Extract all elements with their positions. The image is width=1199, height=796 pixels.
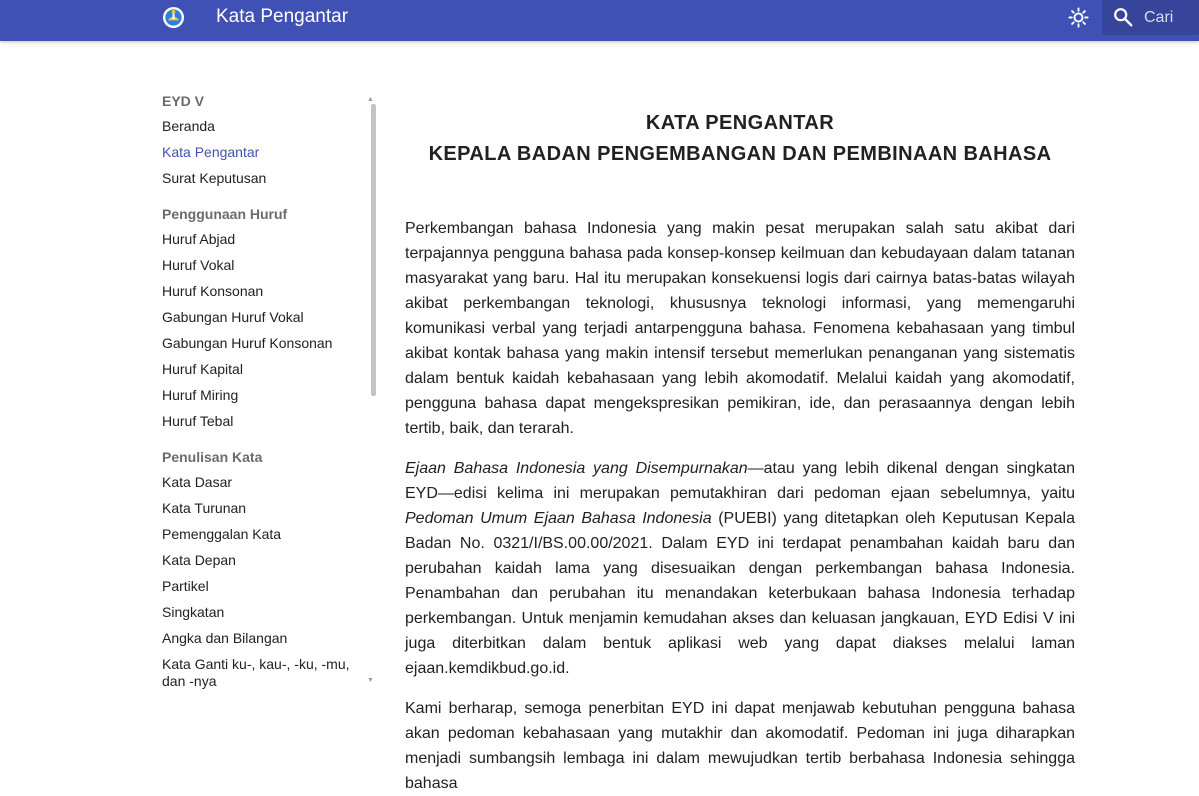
search-box[interactable] xyxy=(1102,0,1199,35)
nav-item-gabungan-huruf-konsonan[interactable]: Gabungan Huruf Konsonan xyxy=(162,335,333,351)
nav-item-singkatan[interactable]: Singkatan xyxy=(162,604,225,620)
nav-item-huruf-miring[interactable]: Huruf Miring xyxy=(162,387,239,403)
nav-item-gabungan-huruf-vokal[interactable]: Gabungan Huruf Vokal xyxy=(162,309,304,325)
nav-item-huruf-tebal[interactable]: Huruf Tebal xyxy=(162,413,234,429)
header-title: Kata Pengantar xyxy=(216,6,349,27)
sidebar-scrollbar-thumb[interactable] xyxy=(371,104,376,396)
page-heading-line-2: KEPALA BADAN PENGEMBANGAN DAN PEMBINAAN BAHASA xyxy=(428,143,1052,165)
sidebar-nav xyxy=(150,88,380,692)
search-input[interactable] xyxy=(1144,8,1199,28)
search-icon[interactable] xyxy=(1112,6,1134,28)
nav-item-kata-ganti[interactable]: Kata Ganti ku-, kau-, -ku, -mu, dan -nya xyxy=(162,656,350,689)
nav-item-partikel[interactable]: Partikel xyxy=(162,578,209,594)
caret-down-icon[interactable]: ▼ xyxy=(367,677,374,684)
paragraph-2-text-1: —atau yang lebih dikenal dengan singkatan EYD—edisi kelima ini merupakan pemutakhiran dari pedoman ejaan sebelumnya, yaitu xyxy=(405,460,1076,502)
paragraph-2 xyxy=(405,456,1075,681)
nav-item-beranda[interactable]: Beranda xyxy=(162,118,215,134)
nav-item-surat-keputusan[interactable]: Surat Keputusan xyxy=(162,170,267,186)
nav-item-angka-dan-bilangan[interactable]: Angka dan Bilangan xyxy=(162,630,288,646)
nav-item-huruf-konsonan[interactable]: Huruf Konsonan xyxy=(162,283,264,299)
paragraph-1: Perkembangan bahasa Indonesia yang makin pesat merupakan salah satu akibat dari terpajannya pengguna bahasa pada konsep-konsep keilmuan dan kebudayaan dalam tatanan masyarakat yang baru. Hal itu merupakan konsekuensi logis dari cairnya batas-batas wilayah akibat perkembangan teknologi, khususnya teknologi informasi, yang memengaruhi komunikasi verbal yang terjadi antarpengguna bahasa. Fenomena kebahasaan yang timbul akibat kontak bahasa yang makin intensif tersebut memerlukan penanganan yang sistematis dalam bentuk kaidah kebahasaan yang lebih akomodatif. Melalui kaidah yang akomodatif, pengguna bahasa dapat mengekspresikan pemikiran, ide, dan perasaannya dengan lebih tertib, baik, dan terarah. xyxy=(405,220,1075,437)
nav-item-huruf-abjad[interactable]: Huruf Abjad xyxy=(162,231,236,247)
top-header xyxy=(0,0,1199,41)
tut-wuri-handayani-logo-icon[interactable] xyxy=(162,6,185,29)
nav-item-kata-turunan[interactable]: Kata Turunan xyxy=(162,500,247,516)
nav-item-kata-pengantar[interactable]: Kata Pengantar xyxy=(162,144,260,160)
italic-term-eyd: Ejaan Bahasa Indonesia yang Disempurnakan xyxy=(405,460,748,477)
nav-section-title-eyd-v: EYD V xyxy=(162,93,205,109)
caret-up-icon[interactable]: ▲ xyxy=(367,96,374,103)
nav-section-title-penggunaan-huruf: Penggunaan Huruf xyxy=(162,206,288,222)
page-heading-line-1: KATA PENGANTAR xyxy=(645,112,835,134)
nav-item-kata-depan[interactable]: Kata Depan xyxy=(162,552,236,568)
nav-item-huruf-vokal[interactable]: Huruf Vokal xyxy=(162,257,235,273)
nav-item-pemenggalan-kata[interactable]: Pemenggalan Kata xyxy=(162,526,282,542)
paragraph-2-text-2: (PUEBI) yang ditetapkan oleh Keputusan Kepala Badan No. 0321/I/BS.00.00/2021. Dalam EYD ini terdapat penambahan kaidah baru dan perubahan kaidah lama yang disesuaikan dengan perkembangan bahasa Indonesia. Penambahan dan perubahan itu menandakan keterbukaan bahasa Indonesia terhadap perkembangan. Untuk menjamin kemudahan akses dan keluasan jangkauan, EYD Edisi V ini juga diterbitkan dalam bentuk aplikasi web yang dapat diakses melalui laman ejaan.kemdikbud.go.id. xyxy=(405,510,1075,677)
paragraph-3: Kami berharap, semoga penerbitan EYD ini dapat menjawab kebutuhan pengguna bahasa akan pedoman kebahasaan yang mutakhir dan akomodatif. Pedoman ini juga diharapkan menjadi sumbangsih lembaga ini dalam mewujudkan tertib berbahasa Indonesia sehingga bahasa xyxy=(405,700,1075,792)
nav-item-kata-dasar[interactable]: Kata Dasar xyxy=(162,474,233,490)
nav-list xyxy=(162,88,362,695)
brightness-icon[interactable] xyxy=(1067,6,1090,29)
nav-section-title-penulisan-kata: Penulisan Kata xyxy=(162,449,263,465)
main-content xyxy=(405,108,1075,796)
italic-term-puebi: Pedoman Umum Ejaan Bahasa Indonesia xyxy=(405,510,712,527)
nav-item-huruf-kapital[interactable]: Huruf Kapital xyxy=(162,361,243,377)
